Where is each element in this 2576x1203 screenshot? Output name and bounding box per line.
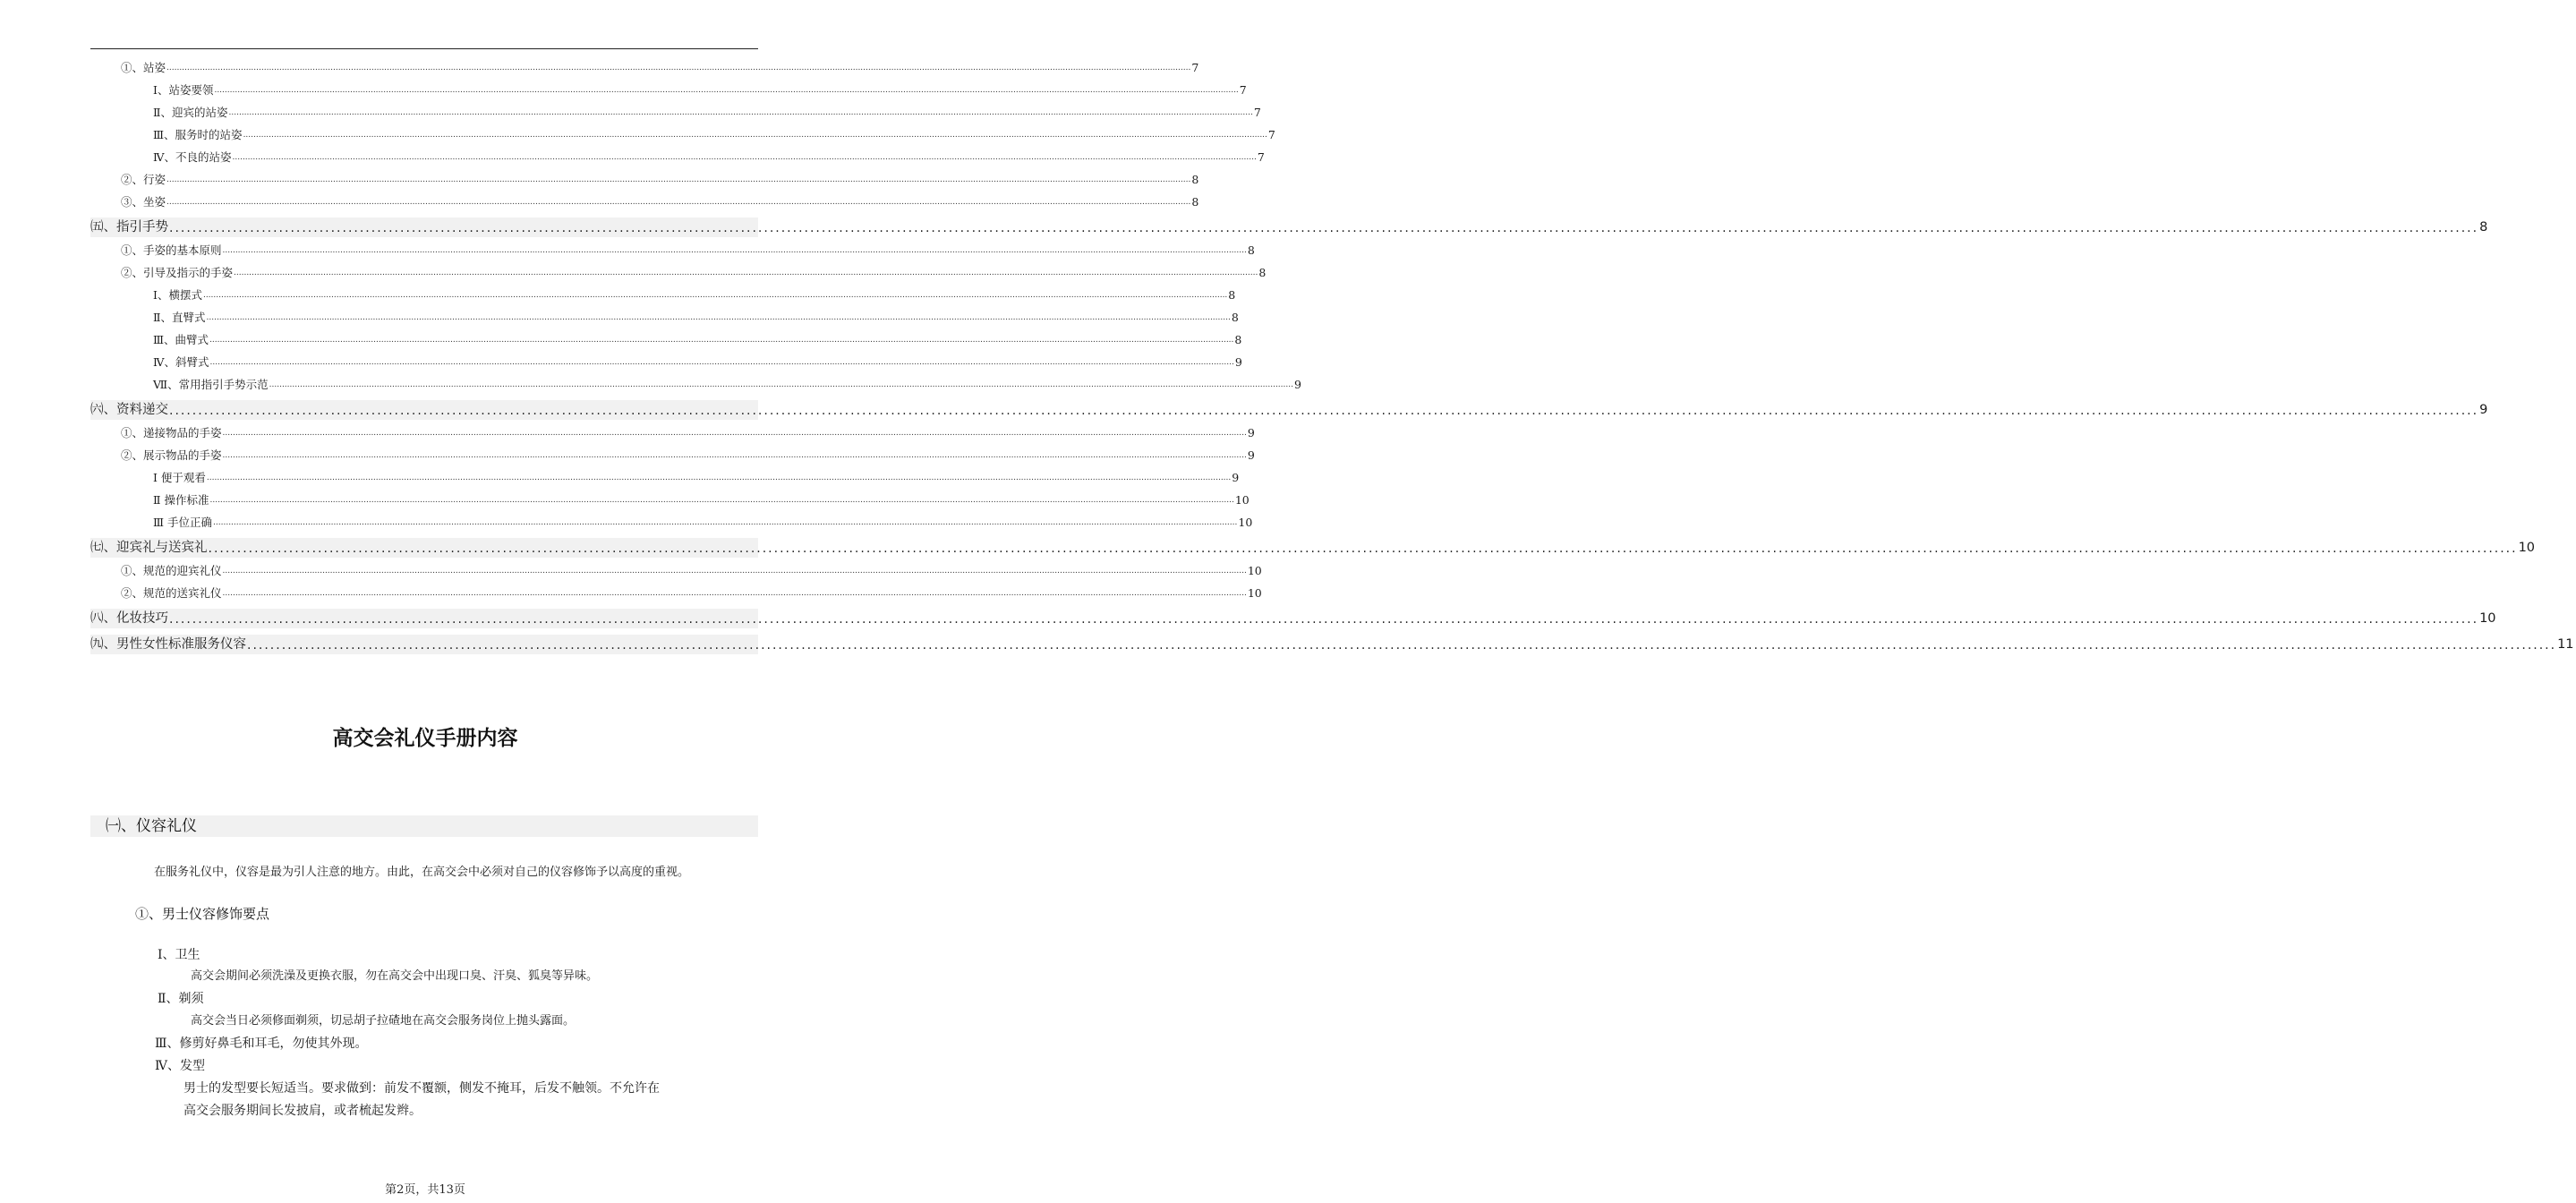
toc-entry[interactable] (90, 516, 1253, 529)
toc-entry-label: Ⅰ 便于观看 (153, 471, 206, 484)
toc-entry-label: ㈥、资料递交 (90, 403, 168, 417)
toc-entry-label: ③、坐姿 (121, 195, 166, 209)
toc-leader-dots: ................................................................................................................................................................................................................................................................................................................................................................................................................ (213, 518, 1238, 527)
toc-page-number: 8 (2479, 220, 2488, 235)
toc-leader-dots: ................................................................................................................................................................................................................................................................................................................................................................................................................ (169, 221, 2479, 235)
toc-section-entry[interactable] (90, 400, 2488, 420)
toc-entry[interactable] (90, 243, 1255, 257)
toc-leader-dots: ................................................................................................................................................................................................................................................................................................................................................................................................................ (214, 86, 1239, 95)
item-hairstyle-text-2: 高交会服务期间长发披肩，或者梳起发辫。 (183, 1104, 422, 1118)
page-title: 高交会礼仪手册内容 (332, 727, 518, 750)
toc-entry-label: ②、规范的送宾礼仪 (121, 586, 222, 600)
toc-entry[interactable] (90, 311, 1239, 324)
toc-leader-dots: ................................................................................................................................................................................................................................................................................................................................................................................................................ (222, 567, 1247, 576)
toc-entry[interactable] (90, 426, 1255, 439)
toc-page-number: 8 (1191, 173, 1199, 186)
toc-entry[interactable] (90, 564, 1262, 577)
toc-page-number: 9 (1247, 448, 1255, 462)
toc-page-number: 8 (1231, 311, 1239, 324)
toc-entry-label: ①、手姿的基本原则 (121, 243, 222, 257)
item-hygiene-title: Ⅰ、卫生 (158, 948, 200, 962)
toc-entry-label: Ⅳ、不良的站姿 (153, 150, 232, 164)
toc-leader-dots: ................................................................................................................................................................................................................................................................................................................................................................................................................ (222, 451, 1247, 460)
toc-leader-dots: ................................................................................................................................................................................................................................................................................................................................................................................................................ (166, 198, 1191, 207)
toc-entry-label: ②、引导及指示的手姿 (121, 266, 234, 279)
toc-entry[interactable] (90, 128, 1275, 141)
toc-page-number: 8 (1234, 333, 1242, 346)
toc-entry[interactable] (90, 471, 1240, 484)
toc-entry-label: Ⅲ、曲臂式 (153, 333, 209, 346)
toc-entry-label: Ⅲ 手位正确 (153, 516, 213, 529)
table-of-contents (90, 61, 2574, 661)
toc-page-number: 7 (1191, 61, 1199, 74)
item-hygiene-text: 高交会期间必须洗澡及更换衣服，勿在高交会中出现口臭、汗臭、狐臭等异味。 (191, 969, 599, 983)
toc-entry-label: ①、规范的迎宾礼仪 (121, 564, 222, 577)
toc-page-number: 10 (2479, 611, 2496, 626)
toc-entry-label: Ⅱ、直臂式 (153, 311, 206, 324)
toc-entry[interactable] (90, 83, 1247, 97)
toc-page-number: 9 (2479, 403, 2488, 417)
toc-entry[interactable] (90, 333, 1242, 346)
toc-leader-dots: ................................................................................................................................................................................................................................................................................................................................................................................................................ (222, 429, 1247, 438)
toc-page-number: 8 (1228, 288, 1236, 302)
toc-entry[interactable] (90, 448, 1255, 462)
toc-page-number: 9 (1247, 426, 1255, 439)
toc-entry-label: ②、展示物品的手姿 (121, 448, 222, 462)
toc-page-number: 9 (1293, 378, 1301, 391)
toc-entry[interactable] (90, 61, 1199, 74)
toc-page-number: 11 (2557, 637, 2574, 652)
toc-page-number: 10 (1238, 516, 1253, 529)
toc-leader-dots: ................................................................................................................................................................................................................................................................................................................................................................................................................ (243, 131, 1267, 140)
toc-leader-dots: ................................................................................................................................................................................................................................................................................................................................................................................................................ (169, 612, 2479, 627)
header-rule (90, 48, 758, 49)
toc-entry-label: ㈨、男性女性标准服务仪容 (90, 637, 246, 652)
toc-page-number: 10 (2518, 541, 2536, 555)
toc-section-entry[interactable] (90, 609, 2496, 628)
toc-entry[interactable] (90, 173, 1199, 186)
section-heading (90, 815, 758, 837)
toc-page-number: 7 (1239, 83, 1247, 97)
toc-page-number: 8 (1258, 266, 1267, 279)
toc-leader-dots: ................................................................................................................................................................................................................................................................................................................................................................................................................ (222, 589, 1247, 598)
toc-entry-label: ②、行姿 (121, 173, 166, 186)
toc-page-number: 8 (1247, 243, 1255, 257)
toc-page-number: 7 (1253, 106, 1261, 119)
toc-entry-label: Ⅱ 操作标准 (153, 493, 209, 507)
toc-section-entry[interactable] (90, 218, 2488, 237)
toc-entry[interactable] (90, 493, 1250, 507)
toc-entry-label: ㈤、指引手势 (90, 220, 168, 235)
toc-entry-label: ㈦、迎宾礼与送宾礼 (90, 541, 208, 555)
toc-leader-dots: ................................................................................................................................................................................................................................................................................................................................................................................................................ (247, 638, 2557, 653)
page-footer: 第2页，共13页 (385, 1183, 465, 1197)
toc-entry[interactable] (90, 195, 1199, 209)
item-shaving-title: Ⅱ、剃须 (158, 992, 204, 1006)
toc-leader-dots: ................................................................................................................................................................................................................................................................................................................................................................................................................ (209, 496, 1234, 505)
item-nose-hair: Ⅲ、修剪好鼻毛和耳毛，勿使其外现。 (155, 1037, 368, 1051)
toc-leader-dots: ................................................................................................................................................................................................................................................................................................................................................................................................................ (209, 336, 1234, 345)
item-hairstyle-text-1: 男士的发型要长短适当。要求做到：前发不覆额，侧发不掩耳，后发不触领。不允许在 (183, 1081, 660, 1096)
toc-entry[interactable] (90, 106, 1261, 119)
toc-entry-label: Ⅲ、服务时的站姿 (153, 128, 243, 141)
toc-entry[interactable] (90, 288, 1236, 302)
toc-entry[interactable] (90, 355, 1242, 369)
toc-page-number: 9 (1234, 355, 1242, 369)
toc-entry-label: ①、递接物品的手姿 (121, 426, 222, 439)
toc-section-entry[interactable] (90, 538, 2536, 558)
toc-page-number: 10 (1247, 586, 1262, 600)
toc-leader-dots: ................................................................................................................................................................................................................................................................................................................................................................................................................ (169, 404, 2479, 418)
toc-leader-dots: ................................................................................................................................................................................................................................................................................................................................................................................................................ (232, 153, 1257, 162)
item-hairstyle-title: Ⅳ、发型 (155, 1059, 205, 1073)
toc-page-number: 7 (1267, 128, 1275, 141)
toc-leader-dots: ................................................................................................................................................................................................................................................................................................................................................................................................................ (202, 291, 1228, 300)
toc-page-number: 10 (1247, 564, 1262, 577)
toc-entry-label: ㈧、化妆技巧 (90, 611, 168, 626)
toc-leader-dots: ................................................................................................................................................................................................................................................................................................................................................................................................................ (269, 380, 1293, 389)
toc-entry[interactable] (90, 378, 1301, 391)
toc-entry[interactable] (90, 266, 1267, 279)
toc-leader-dots: ................................................................................................................................................................................................................................................................................................................................................................................................................ (206, 313, 1231, 322)
toc-page-number: 8 (1191, 195, 1199, 209)
toc-entry-label: Ⅰ、横摆式 (153, 288, 202, 302)
toc-leader-dots: ................................................................................................................................................................................................................................................................................................................................................................................................................ (234, 269, 1258, 277)
toc-entry-label: Ⅶ、常用指引手势示范 (153, 378, 269, 391)
toc-leader-dots: ................................................................................................................................................................................................................................................................................................................................................................................................................ (166, 64, 1191, 73)
toc-page-number: 7 (1257, 150, 1265, 164)
toc-leader-dots: ................................................................................................................................................................................................................................................................................................................................................................................................................ (209, 358, 1234, 367)
toc-leader-dots: ................................................................................................................................................................................................................................................................................................................................................................................................................ (208, 542, 2518, 556)
intro-paragraph: 在服务礼仪中，仪容是最为引人注意的地方。由此，在高交会中必须对自己的仪容修饰予以高度的重视。 (154, 866, 690, 879)
toc-section-entry[interactable] (90, 635, 2574, 654)
toc-leader-dots: ................................................................................................................................................................................................................................................................................................................................................................................................................ (222, 246, 1247, 255)
item-shaving-text: 高交会当日必须修面剃须，切忌胡子拉碴地在高交会服务岗位上抛头露面。 (191, 1014, 576, 1028)
toc-page-number: 9 (1232, 471, 1240, 484)
toc-entry-label: Ⅱ、迎宾的站姿 (153, 106, 228, 119)
toc-entry-label: Ⅰ、站姿要领 (153, 83, 214, 97)
toc-entry[interactable] (90, 150, 1265, 164)
toc-leader-dots: ................................................................................................................................................................................................................................................................................................................................................................................................................ (206, 474, 1232, 482)
subheading-male-grooming: ①、男士仪容修饰要点 (135, 906, 270, 922)
toc-leader-dots: ................................................................................................................................................................................................................................................................................................................................................................................................................ (228, 108, 1253, 117)
toc-entry-label: Ⅳ、斜臂式 (153, 355, 209, 369)
toc-leader-dots: ................................................................................................................................................................................................................................................................................................................................................................................................................ (166, 175, 1191, 184)
section-heading-text: ㈠、仪容礼仪 (106, 817, 197, 835)
toc-entry[interactable] (90, 586, 1262, 600)
toc-entry-label: ①、站姿 (121, 61, 166, 74)
toc-page-number: 10 (1234, 493, 1250, 507)
